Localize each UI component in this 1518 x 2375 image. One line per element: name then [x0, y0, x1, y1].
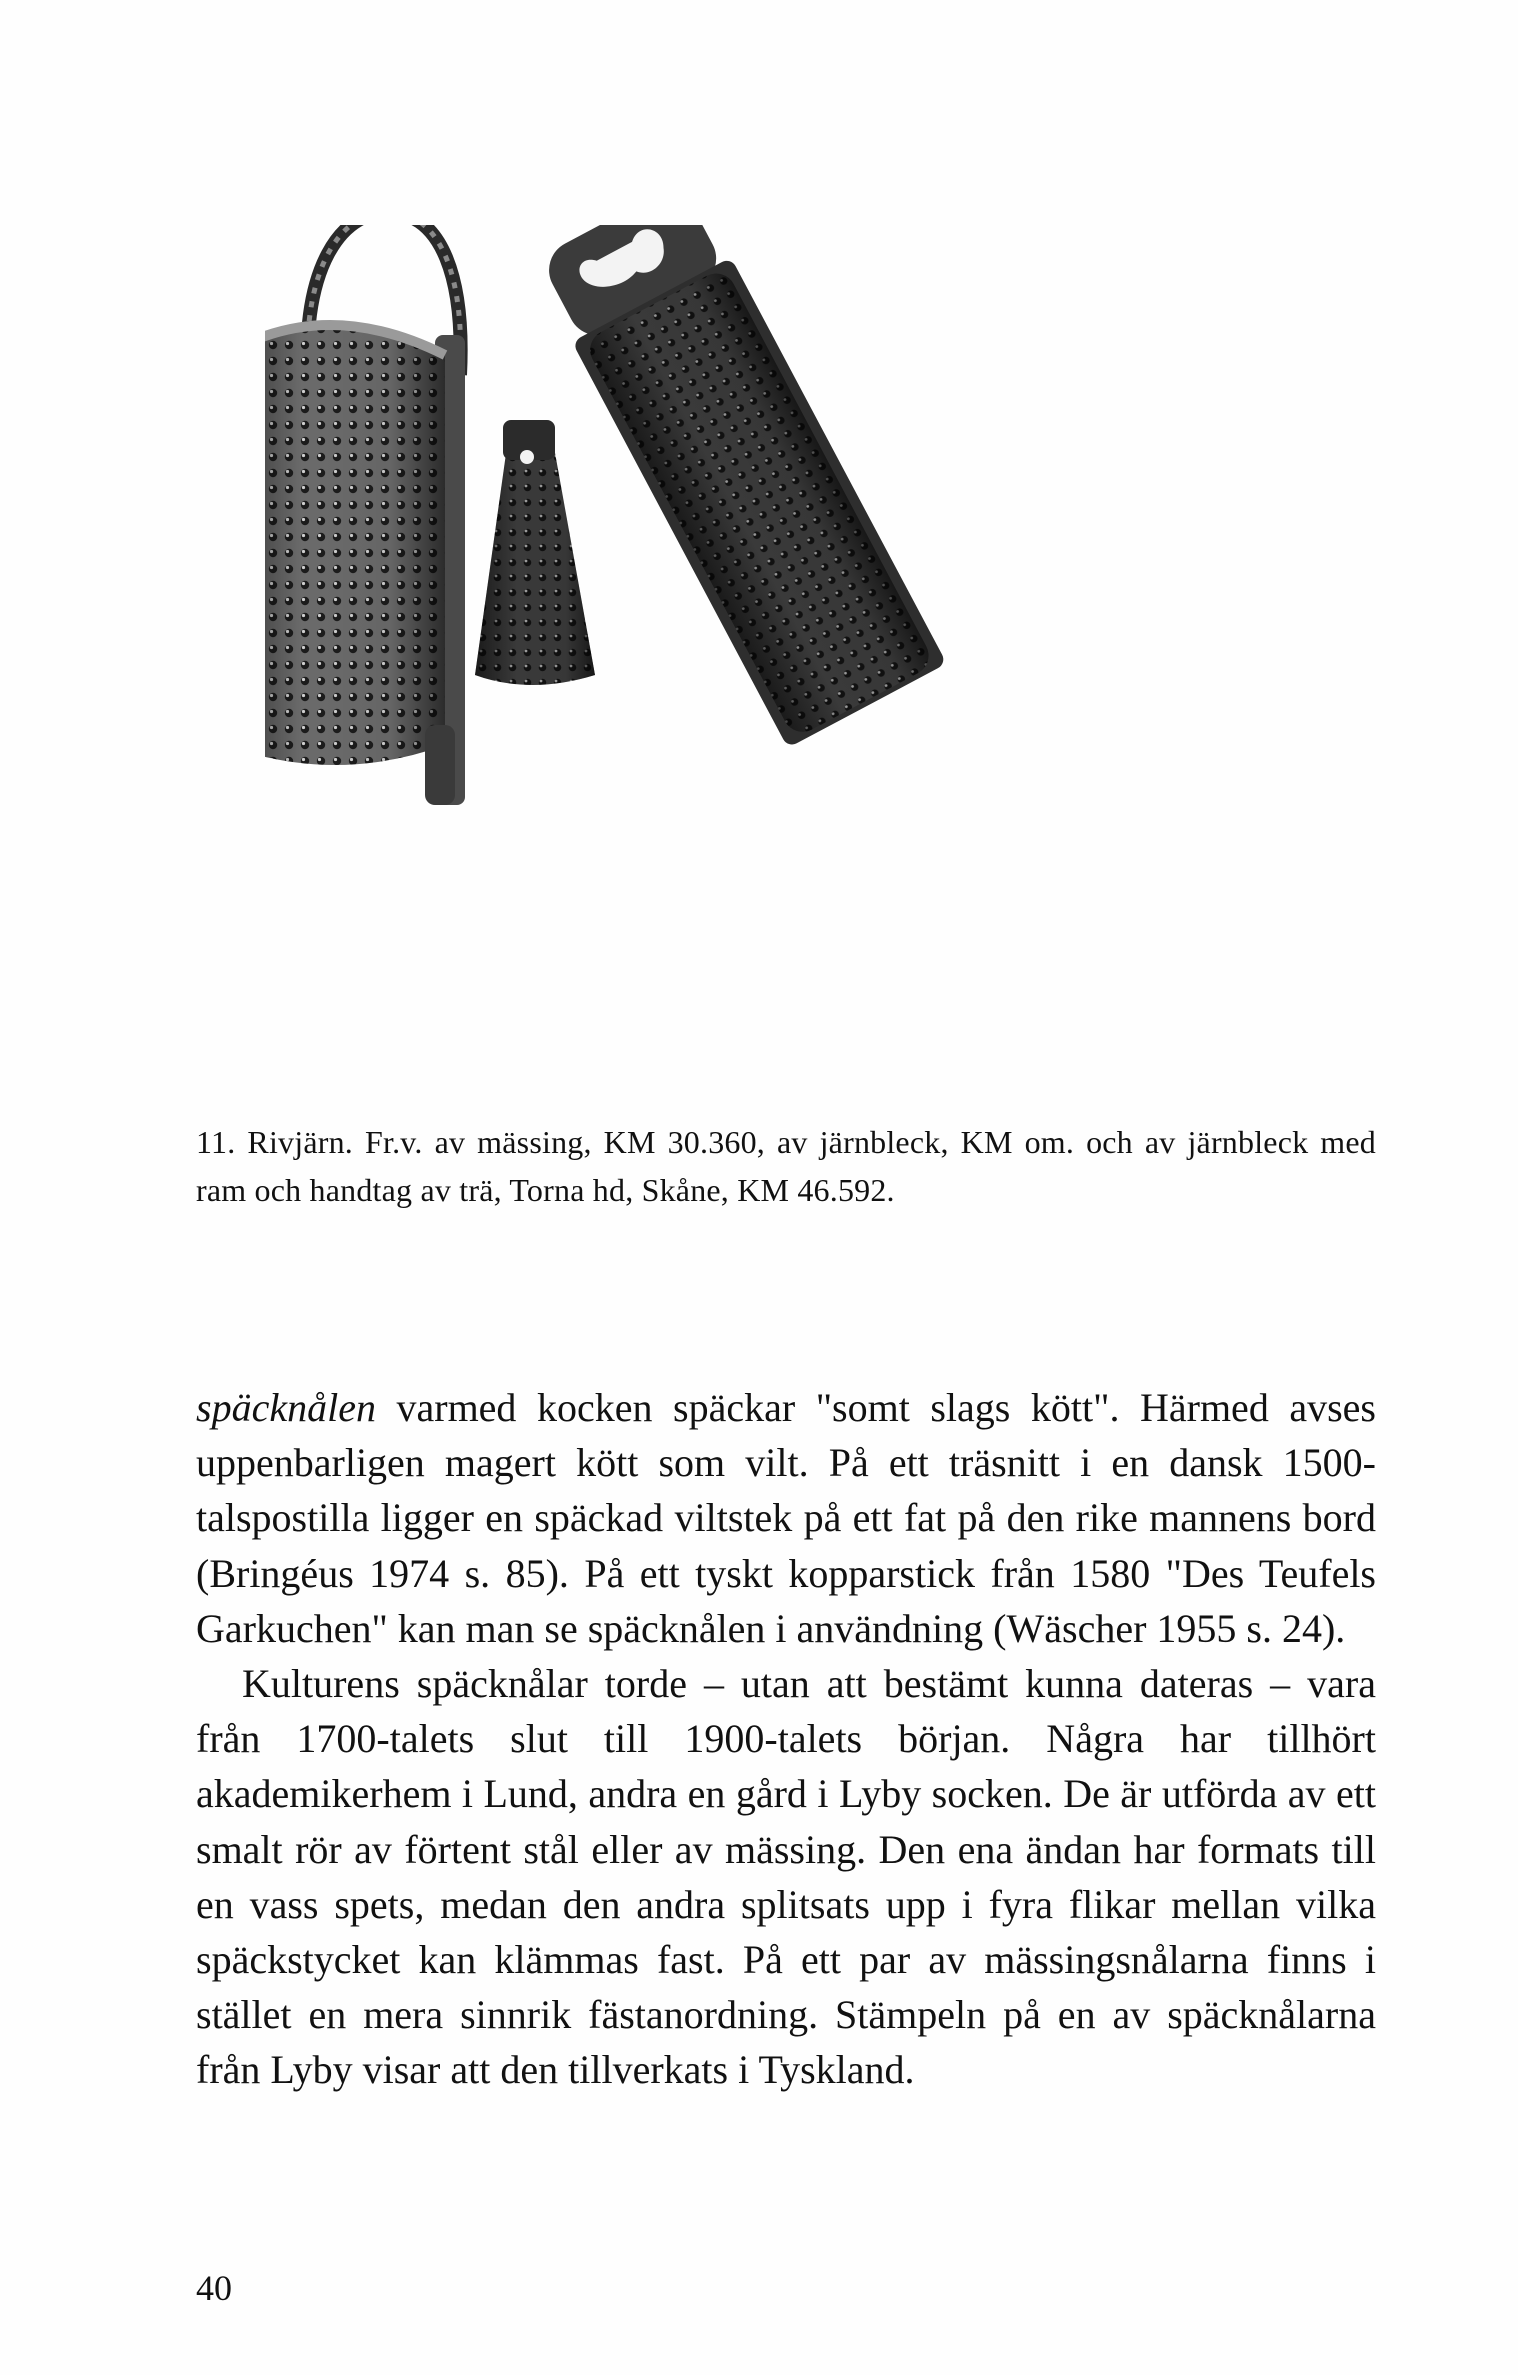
graters-illustration [265, 225, 1345, 1095]
figure-caption: 11. Rivjärn. Fr.v. av mässing, KM 30.360, av järnbleck, KM om. och av järnbleck med ram och handtag av trä, Torna hd, Skåne, KM 46.592. [196, 1124, 1376, 1208]
paragraph-2: Kulturens späcknålar torde – utan att bestämt kunna dateras – vara från 1700-talets slut till 1900-talets början. Några har tillhört akademikerhem i Lund, andra en gård i Lyby socken. De är utförda av ett smalt rör av förtent stål eller av mässing. Den ena ändan har formats till en vass spets, medan den andra splitsats upp i fyra flikar mellan vilka späckstycket kan klämmas fast. På ett par av mässingsnålarna finns i stället en mera sinnrik fästanordning. Stämpeln på en av späcknålarna från Lyby visar att den tillverkats i Tyskland. [196, 1661, 1376, 2093]
italic-term: späcknålen [196, 1385, 376, 1430]
brass-grater [265, 225, 465, 805]
paragraph-1 [196, 1380, 1376, 1656]
small-iron-grater [475, 420, 595, 685]
graters-photograph [265, 225, 1345, 1095]
paragraph-1-text: varmed kocken späckar "somt slags kött". Härmed avses uppenbarligen magert kött som vilt. På ett träsnitt i en dansk 1500-talspostilla ligger en späckad viltstek på ett fat på den rike mannens bord (Bringéus 1974 s. 85). På ett tyskt kopparstick från 1580 "Des Teufels Garkuchen" kan man se späcknålen i användning (Wäscher 1955 s. 24). [196, 1385, 1376, 1651]
page-number: 40 [196, 2268, 232, 2308]
body-text [196, 1380, 1376, 2098]
